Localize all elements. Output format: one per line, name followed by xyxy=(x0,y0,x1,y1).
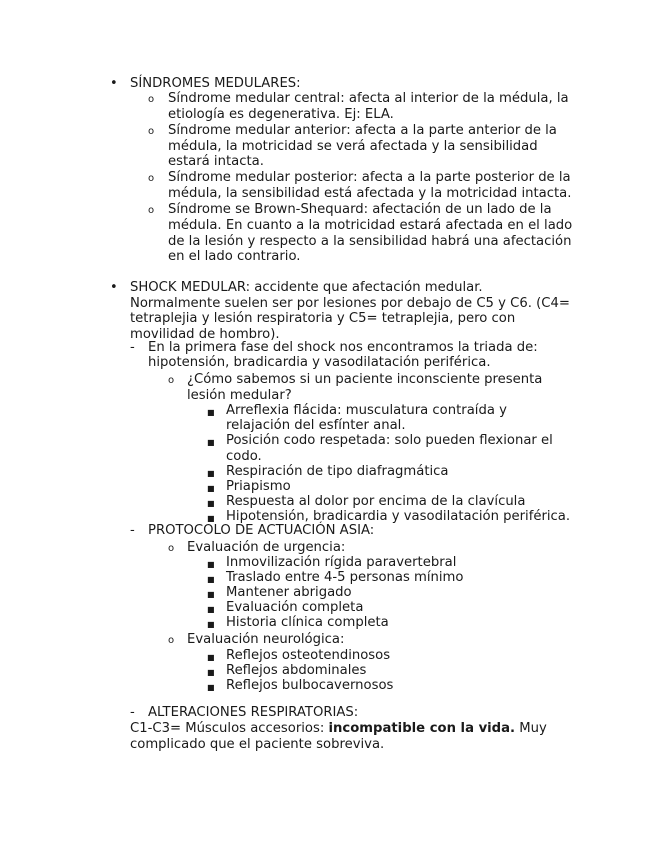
neuro-item: Reflejos abdominales xyxy=(226,663,367,678)
square-marker: ■ xyxy=(207,469,215,478)
dash-marker: - xyxy=(130,523,135,538)
shock-line-4: movilidad de hombro). xyxy=(130,327,280,342)
sign-dolor: Respuesta al dolor por encima de la clavícula xyxy=(226,494,526,509)
dash-marker: - xyxy=(130,340,135,355)
sindrome-brown-line-1: Síndrome se Brown-Shequard: afectación de un lado de la xyxy=(168,202,552,217)
sign-arreflexia-line-2: relajación del esfínter anal. xyxy=(226,418,406,433)
square-marker: ■ xyxy=(207,653,215,662)
circle-marker: o xyxy=(168,375,175,386)
sindrome-posterior-line-2: médula, la sensibilidad está afectada y la motricidad intacta. xyxy=(168,186,572,201)
respiratorias-bold: incompatible con la vida. xyxy=(328,721,516,736)
circle-marker: o xyxy=(148,126,155,137)
sign-hipotension: Hipotensión, bradicardia y vasodilatación periférica. xyxy=(226,509,571,524)
bullet-marker: • xyxy=(110,280,118,295)
sindrome-brown-line-4: en el lado contrario. xyxy=(168,249,301,264)
square-marker: ■ xyxy=(207,560,215,569)
neuro-item: Reflejos osteotendinosos xyxy=(226,648,391,663)
question-line-2: lesión medular? xyxy=(187,388,292,403)
square-marker: ■ xyxy=(207,499,215,508)
sindrome-central-line-2: etiología es degenerativa. Ej: ELA. xyxy=(168,107,394,122)
square-marker: ■ xyxy=(207,683,215,692)
urgencia-item: Historia clínica completa xyxy=(226,615,389,630)
urgencia-item: Traslado entre 4-5 personas mínimo xyxy=(226,570,464,585)
bullet-marker: • xyxy=(110,76,118,91)
urgencia-item: Evaluación completa xyxy=(226,600,364,615)
respiratorias-line-1 xyxy=(130,721,547,737)
dash-marker: - xyxy=(130,705,135,720)
sindrome-anterior-line-3: estará intacta. xyxy=(168,154,264,169)
square-marker: ■ xyxy=(207,514,215,523)
shock-line-1: SHOCK MEDULAR: accidente que afectación medular. xyxy=(130,280,483,295)
sign-codo-line-1: Posición codo respetada: solo pueden flexionar el xyxy=(226,433,553,448)
square-marker: ■ xyxy=(207,575,215,584)
respiratorias-post: Muy xyxy=(515,721,547,736)
sindromes-title: SÍNDROMES MEDULARES: xyxy=(130,76,301,91)
square-marker: ■ xyxy=(207,668,215,677)
urgencia-item: Inmovilización rígida paravertebral xyxy=(226,555,457,570)
urgencia-item: Mantener abrigado xyxy=(226,585,352,600)
square-marker: ■ xyxy=(207,605,215,614)
circle-marker: o xyxy=(148,94,155,105)
question-line-1: ¿Cómo sabemos si un paciente inconsciente presenta xyxy=(187,372,543,387)
sindrome-brown-line-2: médula. En cuanto a la motricidad estará afectada en el lado xyxy=(168,218,573,233)
urgencia-title: Evaluación de urgencia: xyxy=(187,540,346,555)
sindrome-anterior-line-2: médula, la motricidad se verá afectada y la sensibilidad xyxy=(168,139,538,154)
circle-marker: o xyxy=(148,205,155,216)
circle-marker: o xyxy=(148,173,155,184)
sign-arreflexia-line-1: Arreflexia flácida: musculatura contraída y xyxy=(226,403,507,418)
circle-marker: o xyxy=(168,543,175,554)
sindrome-posterior-line-1: Síndrome medular posterior: afecta a la parte posterior de la xyxy=(168,170,571,185)
fase-line-2: hipotensión, bradicardia y vasodilatación periférica. xyxy=(148,355,491,370)
shock-line-2: Normalmente suelen ser por lesiones por debajo de C5 y C6. (C4= xyxy=(130,296,570,311)
sign-codo-line-2: codo. xyxy=(226,449,262,464)
neuro-title: Evaluación neurológica: xyxy=(187,632,345,647)
sindrome-anterior-line-1: Síndrome medular anterior: afecta a la parte anterior de la xyxy=(168,123,557,138)
neuro-item: Reflejos bulbocavernosos xyxy=(226,678,394,693)
square-marker: ■ xyxy=(207,620,215,629)
respiratorias-title: ALTERACIONES RESPIRATORIAS: xyxy=(148,705,359,720)
sindrome-brown-line-3: de la lesión y respecto a la sensibilidad habrá una afectación xyxy=(168,234,572,249)
square-marker: ■ xyxy=(207,408,215,417)
sindrome-central-line-1: Síndrome medular central: afecta al interior de la médula, la xyxy=(168,91,569,106)
respiratorias-pre: C1-C3= Músculos accesorios: xyxy=(130,721,329,736)
sign-priapismo: Priapismo xyxy=(226,479,291,494)
square-marker: ■ xyxy=(207,438,215,447)
square-marker: ■ xyxy=(207,590,215,599)
respiratorias-line-2: complicado que el paciente sobreviva. xyxy=(130,737,385,752)
sign-respiracion: Respiración de tipo diafragmática xyxy=(226,464,449,479)
fase-line-1: En la primera fase del shock nos encontramos la triada de: xyxy=(148,340,538,355)
shock-line-3: tetraplejia y lesión respiratoria y C5= tetraplejia, pero con xyxy=(130,311,516,326)
square-marker: ■ xyxy=(207,484,215,493)
protocolo-title: PROTOCOLO DE ACTUACIÓN ASIA: xyxy=(148,523,375,538)
circle-marker: o xyxy=(168,635,175,646)
